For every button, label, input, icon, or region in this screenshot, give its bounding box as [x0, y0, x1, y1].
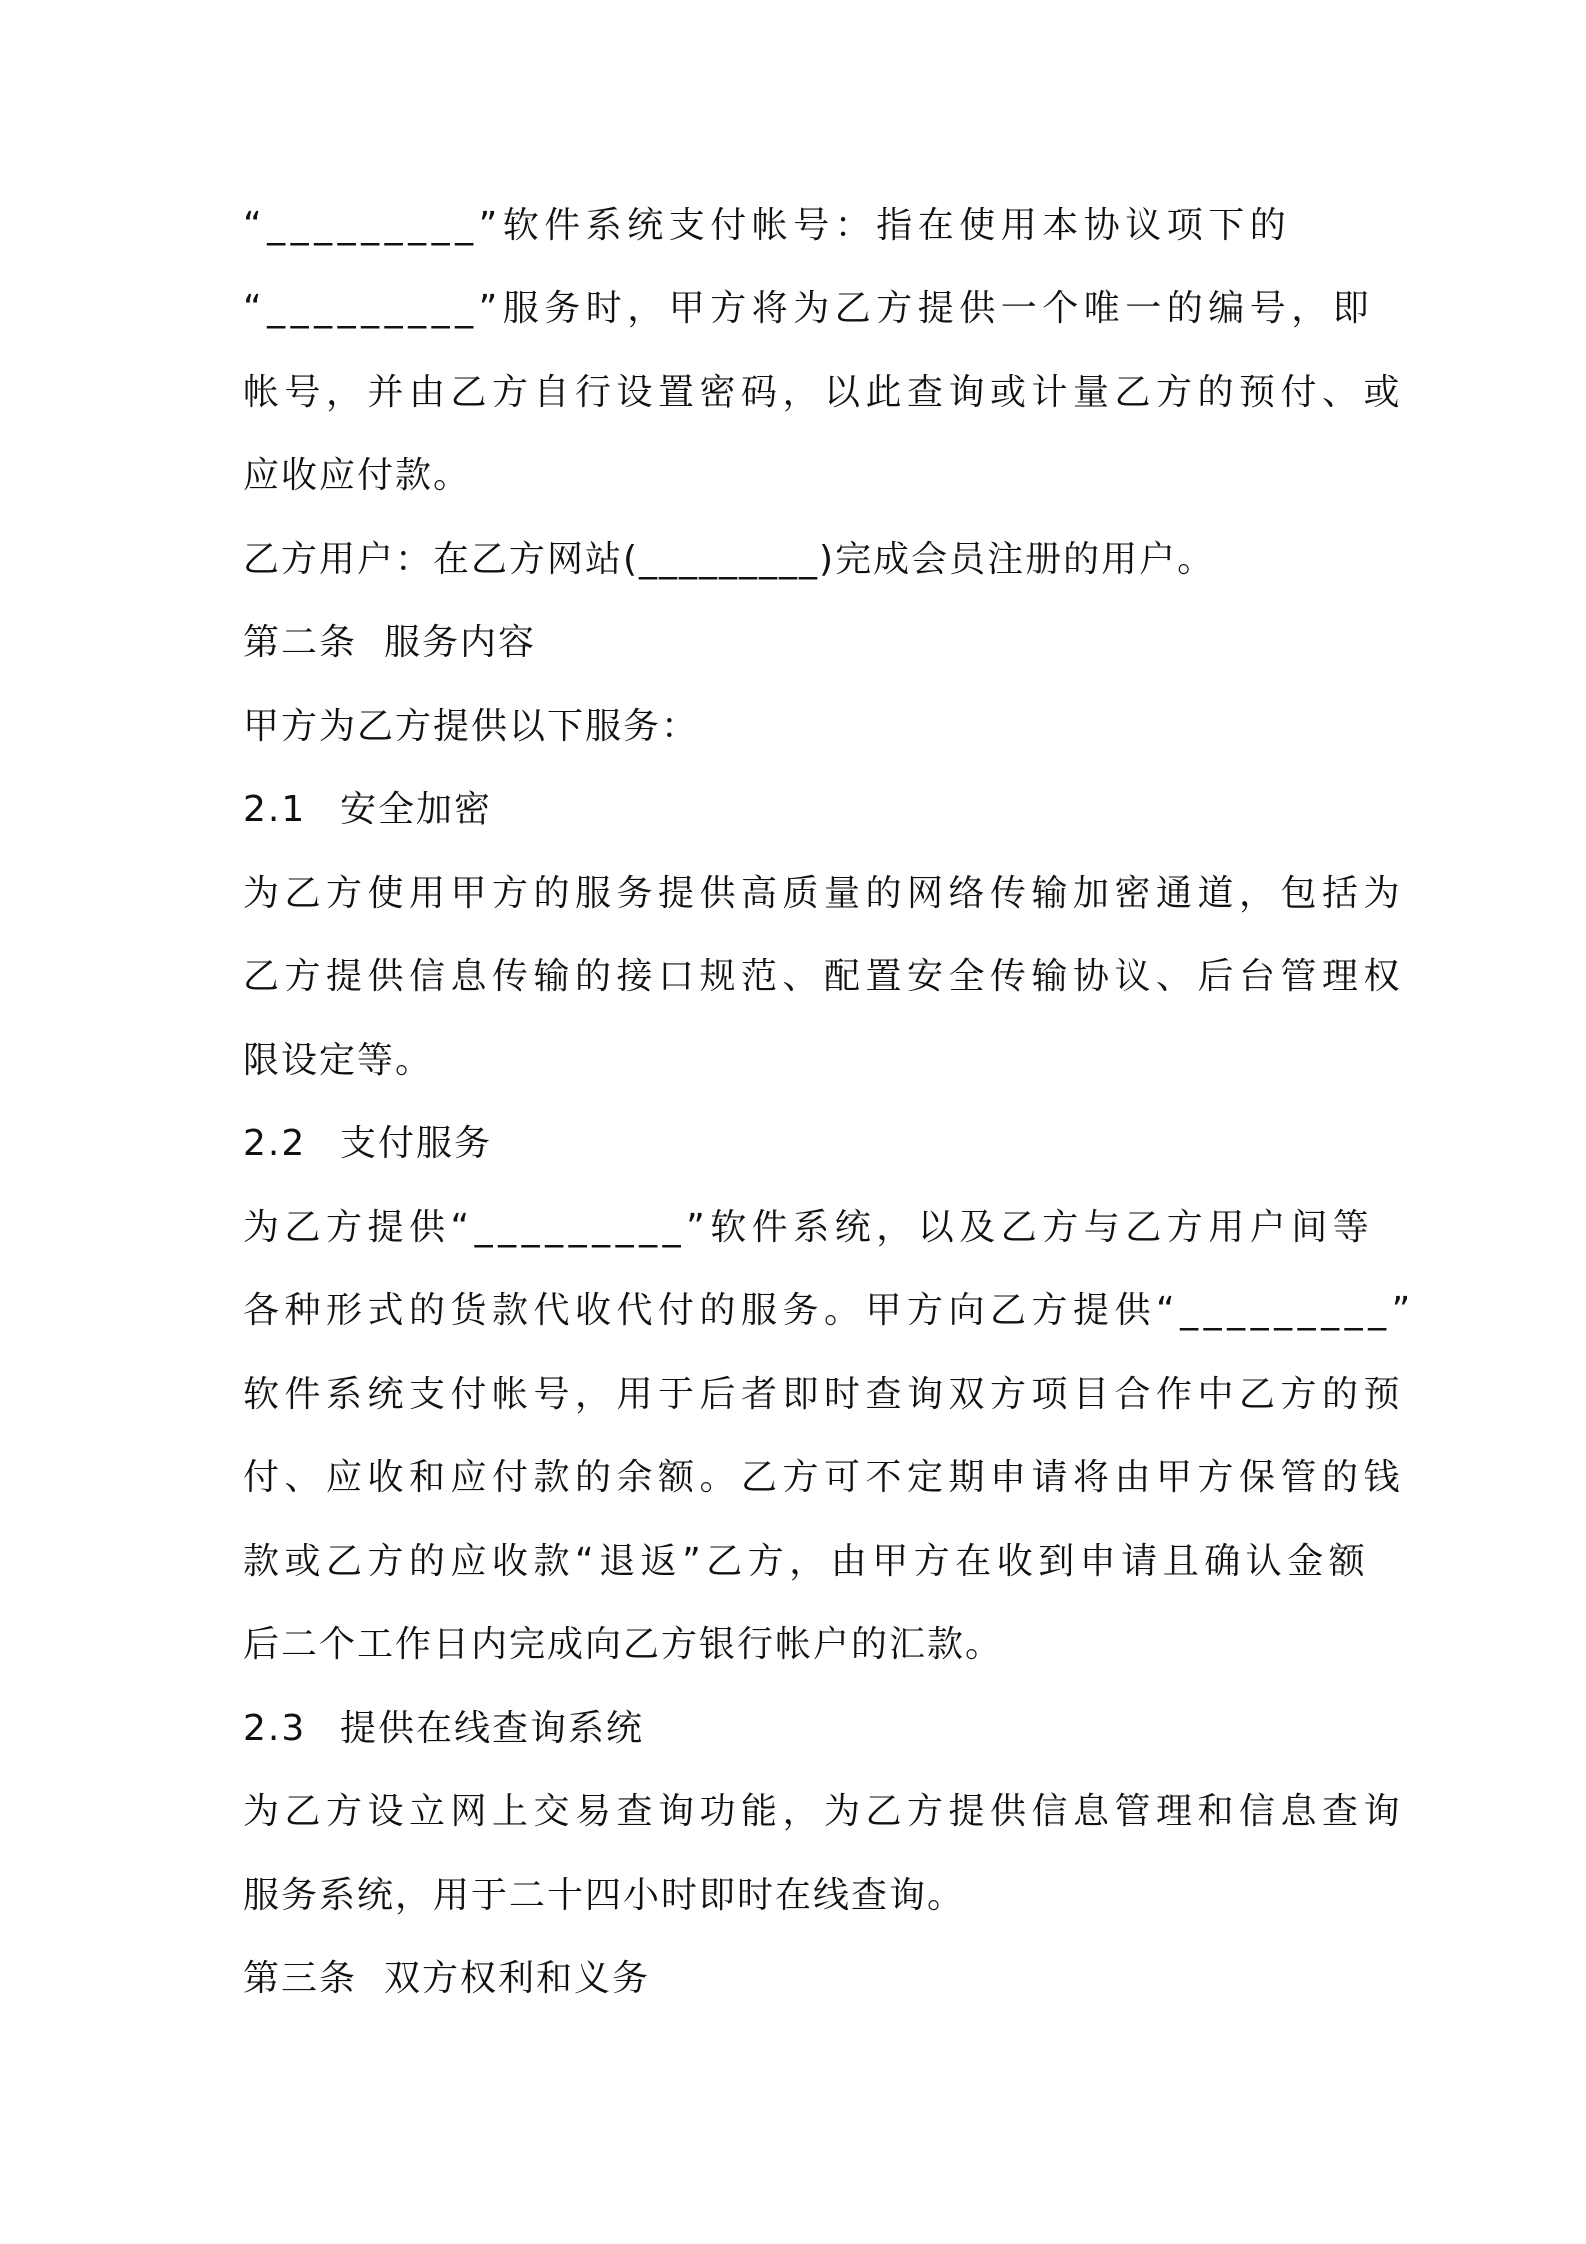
paragraph-line: 为乙方提供“_________”软件系统，以及乙方与乙方用户间等 — [243, 1207, 1375, 1248]
paragraph-line: 帐号，并由乙方自行设置密码，以此查询或计量乙方的预付、或 — [243, 372, 1406, 413]
section-heading — [243, 1955, 1353, 2003]
subsection-title: 提供在线查询系统 — [340, 1708, 645, 1749]
paragraph-line: 款或乙方的应收款“退返”乙方，由甲方在收到申请且确认金额 — [243, 1541, 1371, 1582]
subsection-number: 2.1 — [243, 789, 307, 830]
paragraph-line: 软件系统支付帐号，用于后者即时查询双方项目合作中乙方的预 — [243, 1374, 1406, 1415]
section-heading — [243, 619, 1353, 667]
paragraph-line: 甲方为乙方提供以下服务： — [243, 706, 700, 747]
paragraph-line: “_________”软件系统支付帐号：指在使用本协议项下的 — [243, 205, 1292, 246]
subsection-heading — [243, 1120, 1353, 1168]
subsection-title: 支付服务 — [340, 1123, 493, 1164]
subsection-heading — [243, 786, 1353, 834]
paragraph-line: 各种形式的货款代收代付的服务。甲方向乙方提供“_________” — [243, 1290, 1416, 1331]
subsection-title: 安全加密 — [340, 789, 493, 830]
paragraph-line: 限设定等。 — [243, 1040, 434, 1081]
section-number: 第二条 — [243, 622, 358, 663]
paragraph-line: “_________”服务时，甲方将为乙方提供一个唯一的编号，即 — [243, 288, 1375, 329]
paragraph-line: 应收应付款。 — [243, 455, 472, 496]
subsection-heading — [243, 1705, 1353, 1753]
paragraph-line: 后二个工作日内完成向乙方银行帐户的汇款。 — [243, 1624, 1004, 1665]
section-number: 第三条 — [243, 1958, 358, 1999]
section-title: 服务内容 — [384, 622, 537, 663]
section-title: 双方权利和义务 — [384, 1958, 651, 1999]
paragraph-line: 付、应收和应付款的余额。乙方可不定期申请将由甲方保管的钱 — [243, 1457, 1406, 1498]
paragraph-line: 为乙方使用甲方的服务提供高质量的网络传输加密通道，包括为 — [243, 873, 1406, 914]
subsection-number: 2.3 — [243, 1708, 307, 1749]
paragraph-line: 服务系统，用于二十四小时即时在线查询。 — [243, 1875, 966, 1916]
paragraph-line: 为乙方设立网上交易查询功能，为乙方提供信息管理和信息查询 — [243, 1791, 1406, 1832]
definition-line: 乙方用户：在乙方网站(_________)完成会员注册的用户。 — [243, 539, 1216, 580]
subsection-number: 2.2 — [243, 1123, 307, 1164]
paragraph-line: 乙方提供信息传输的接口规范、配置安全传输协议、后台管理权 — [243, 956, 1406, 997]
